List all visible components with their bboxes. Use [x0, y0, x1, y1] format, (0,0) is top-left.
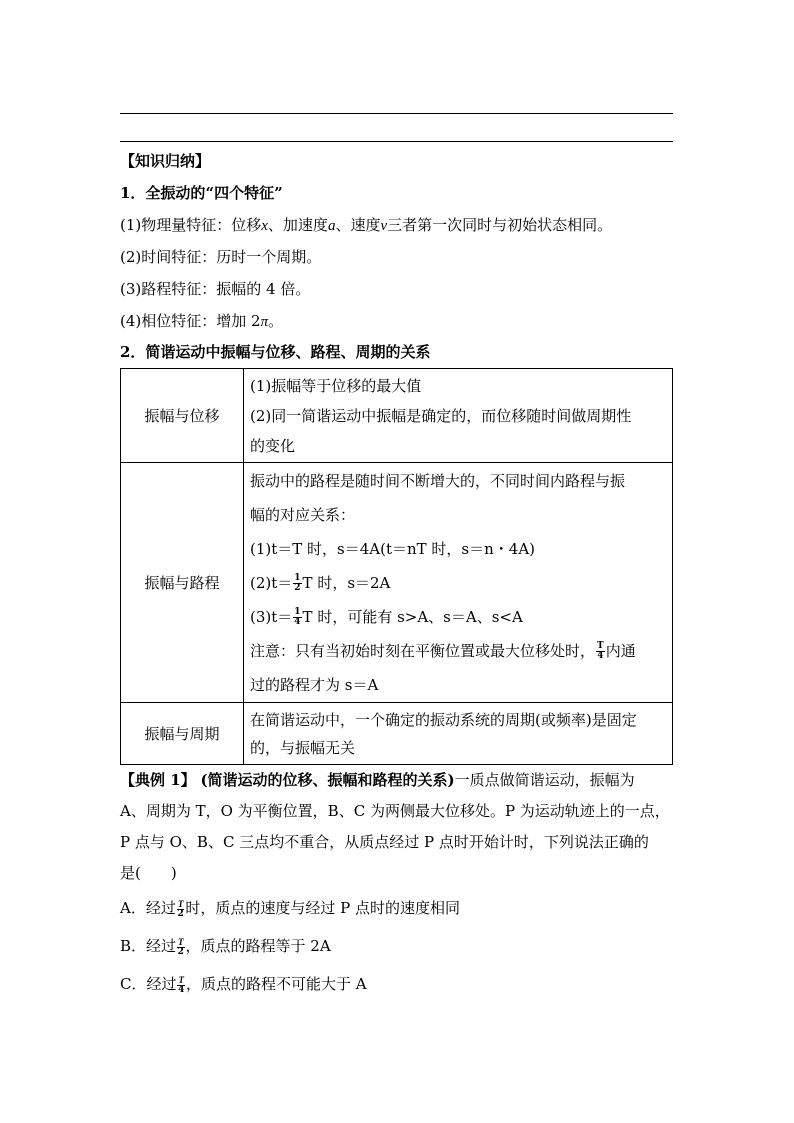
- row-key-period: 振幅与周期: [121, 703, 244, 765]
- option-b: B．经过 $\frac{T}{2}$ ，质点的路程等于 2A: [120, 936, 331, 957]
- example-tag: 【典例 1】: [120, 771, 196, 789]
- option-a: A．经过 $\frac{T}{2}$ 时，质点的速度与经过 P 点时的速度相同: [120, 898, 460, 919]
- option-c: C．经过 $\frac{T}{4}$ ，质点的路程不可能大于 A: [120, 974, 367, 995]
- fraction: $\frac{1}{4}$: [294, 607, 301, 627]
- row-key-displacement: 振幅与位移: [121, 369, 244, 463]
- row-body-period: 在简谐运动中，一个确定的振动系统的周期(或频率)是固定 的，与振幅无关: [244, 703, 673, 765]
- feature-3: (3)路程特征：振幅的 4 倍。: [120, 280, 311, 298]
- row-key-path: 振幅与路程: [121, 463, 244, 703]
- table-row: [121, 463, 673, 703]
- example-topic: (简谐运动的位移、振幅和路程的关系): [200, 771, 455, 789]
- example-line-4: 是( ): [120, 864, 177, 882]
- row-body-displacement: (1)振幅等于位移的最大值 (2)同一简谐运动中振幅是确定的，而位移随时间做周期性 的变化: [244, 369, 673, 463]
- feature-2: (2)时间特征：历时一个周期。: [120, 248, 322, 266]
- table-row: [121, 703, 673, 765]
- feature-4: (4)相位特征：增加 2π。: [120, 312, 284, 330]
- heading-four-features: 1．全振动的“四个特征”: [120, 184, 283, 202]
- fraction: $\frac{T}{2}$: [177, 898, 184, 919]
- example-line-3: P 点与 O、B、C 三点均不重合，从质点经过 P 点时开始计时，下列说法正确的: [120, 833, 649, 851]
- fraction: $\frac{T}{2}$: [177, 936, 184, 957]
- feature-1: (1)物理量特征：位移x、加速度a、速度v三者第一次同时与初始状态相同。: [120, 216, 613, 234]
- heading-relation: 2．简谐运动中振幅与位移、路程、周期的关系: [120, 343, 431, 361]
- fraction: $\frac{T}{4}$: [178, 974, 185, 995]
- row-body-path: 振动中的路程是随时间不断增大的，不同时间内路程与振 幅的对应关系： (1)t＝T 时，s＝4A(t＝nT 时，s＝n・4A) (2)t＝ $\frac{1}{2}$ T 时，s＝2A (3)t＝ $\frac{1}{4}$ T 时，可能有 s>A、s＝A、s<A 注意：只有当初始时刻在平衡位置或最大位移处时， $\frac{T}{4}$ 内通 过的路程才为 s＝A: [244, 463, 673, 703]
- fraction: $\frac{1}{2}$: [294, 573, 301, 593]
- header-rule-top: [120, 113, 673, 114]
- example-line-2: A、周期为 T，O 为平衡位置，B、C 为两侧最大位移处。P 为运动轨迹上的一点，: [120, 802, 670, 820]
- table-row: [121, 369, 673, 463]
- relation-table: [120, 368, 673, 765]
- header-rule-bottom: [120, 141, 673, 142]
- fraction: $\frac{T}{4}$: [597, 641, 604, 661]
- example-line-1: 【典例 1】 (简谐运动的位移、振幅和路程的关系)一质点做简谐运动，振幅为: [120, 771, 635, 789]
- section-title: 【知识归纳】: [120, 152, 211, 170]
